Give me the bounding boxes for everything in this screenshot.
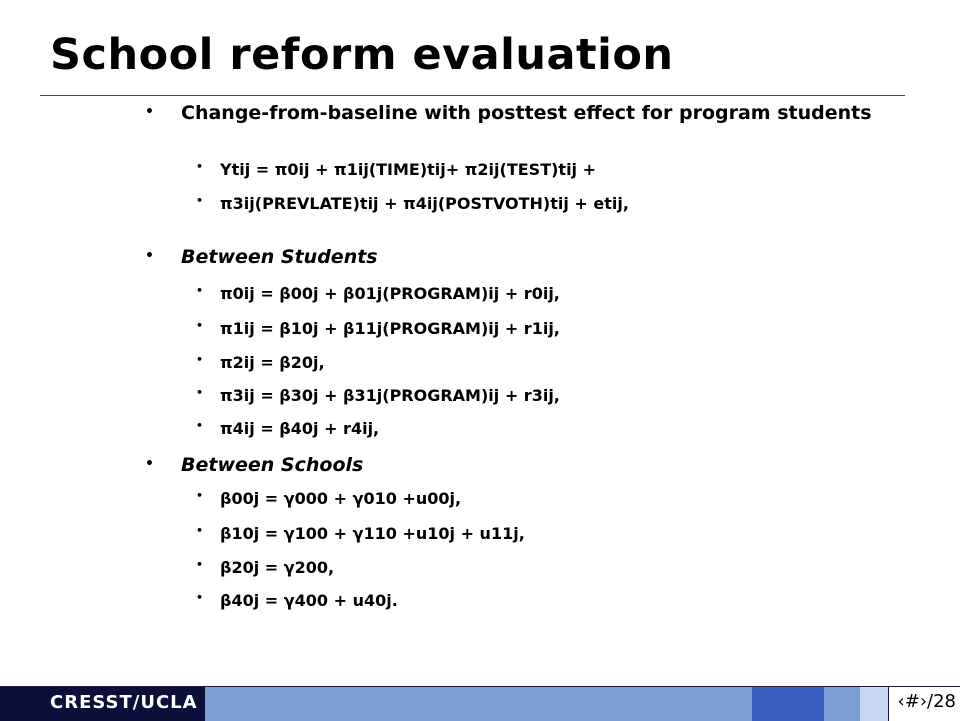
equation-text: π0ij = β00j + β01j(PROGRAM)ij + r0ij,	[220, 284, 560, 303]
footer-logo-label: CRESST/UCLA	[50, 692, 198, 713]
equation-text: β10j = γ100 + γ110 +u10j + u11j,	[220, 524, 525, 543]
page-number: ‹#›/28	[897, 691, 956, 712]
equation-text: β20j = γ200,	[220, 558, 335, 577]
footer-segment-mid	[205, 687, 752, 721]
bullet-icon: •	[145, 456, 154, 472]
bullet-icon: •	[145, 248, 154, 264]
equation-text: π2ij = β20j,	[220, 353, 325, 372]
footer-segment-mid-2	[824, 687, 860, 721]
bullet-icon: •	[196, 591, 204, 604]
equation-text: π3ij = β30j + β31j(PROGRAM)ij + r3ij,	[220, 386, 560, 405]
bullet-icon: •	[196, 353, 204, 366]
bullet-icon: •	[196, 284, 204, 297]
bullet-icon: •	[196, 489, 204, 502]
footer-segment-light	[860, 687, 888, 721]
equation-text: π4ij = β40j + r4ij,	[220, 419, 380, 438]
bullet-text: Between Schools	[181, 454, 364, 476]
footer-bar	[0, 686, 960, 721]
bullet-icon: •	[196, 524, 204, 537]
bullet-icon: •	[196, 319, 204, 332]
slide-title: School reform evaluation	[50, 30, 674, 80]
equation-text: π1ij = β10j + β11j(PROGRAM)ij + r1ij,	[220, 319, 560, 338]
equation-text: Ytij = π0ij + π1ij(TIME)tij+ π2ij(TEST)tij +	[220, 160, 597, 179]
bullet-icon: •	[196, 558, 204, 571]
bullet-icon: •	[196, 386, 204, 399]
equation-text: π3ij(PREVLATE)tij + π4ij(POSTVOTH)tij + etij,	[220, 194, 629, 213]
bullet-icon: •	[196, 194, 204, 207]
equation-text: β00j = γ000 + γ010 +u00j,	[220, 489, 462, 508]
bullet-icon: •	[145, 104, 154, 120]
footer-segment-blue	[752, 687, 824, 721]
bullet-icon: •	[196, 160, 204, 173]
bullet-text: Between Students	[181, 246, 378, 268]
equation-text: β40j = γ400 + u40j.	[220, 591, 398, 610]
bullet-icon: •	[196, 419, 204, 432]
bullet-text: Change-from-baseline with posttest effect for program students	[181, 102, 872, 124]
